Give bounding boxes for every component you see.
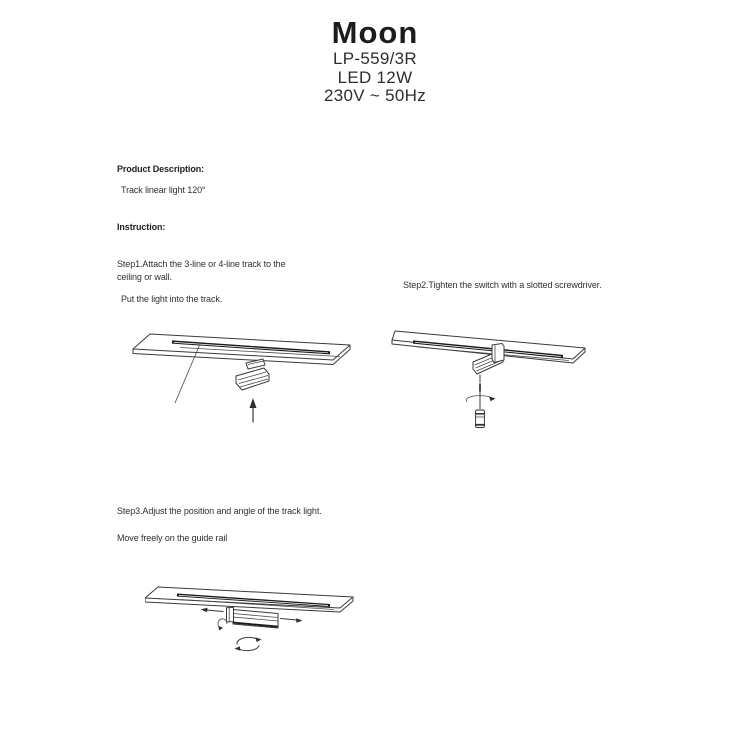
screwdriver-icon [466,375,495,428]
power-spec: LED 12W [337,67,413,87]
voltage-spec: 230V ~ 50Hz [323,86,427,105]
header [0,16,750,106]
tighten-switch-with-screwdriver-figure [383,318,595,440]
model-number: LP-559/3R [333,49,417,68]
track-rail [145,587,353,612]
rotate-arrow-icon [235,637,262,651]
insert-light-into-track-figure [130,318,365,433]
page-title: Moon [331,15,419,50]
track-rail [133,334,350,365]
product-description-text: Track linear light 120° [121,185,206,195]
instruction-label: Instruction: [117,222,166,232]
product-description-label: Product Description: [117,164,205,174]
up-arrow-icon [250,398,257,422]
rotate-arrow-icon [466,396,492,402]
leader-line [175,344,200,403]
small-rotate-arrowhead [219,626,224,631]
figure-step2 [383,318,595,445]
step3-text: Step3.Adjust the position and angle of the track light. [117,506,322,516]
step1-text-line2: ceiling or wall. [117,272,172,282]
slide-and-rotate-light-figure [145,578,367,660]
slide-right-arrow-icon [281,618,303,623]
step3-note: Move freely on the guide rail [117,533,228,543]
figure-step3 [145,578,367,665]
step1-note: Put the light into the track. [121,294,223,304]
step1-text-line1: Step1.Attach the 3-line or 4-line track to the [117,259,286,269]
figure-step1 [130,318,365,438]
step2-text: Step2.Tighten the switch with a slotted screwdriver. [403,280,602,290]
track-light-fixture [227,607,279,628]
slide-left-arrow-icon [201,608,224,613]
track-light-fixture [236,359,269,390]
